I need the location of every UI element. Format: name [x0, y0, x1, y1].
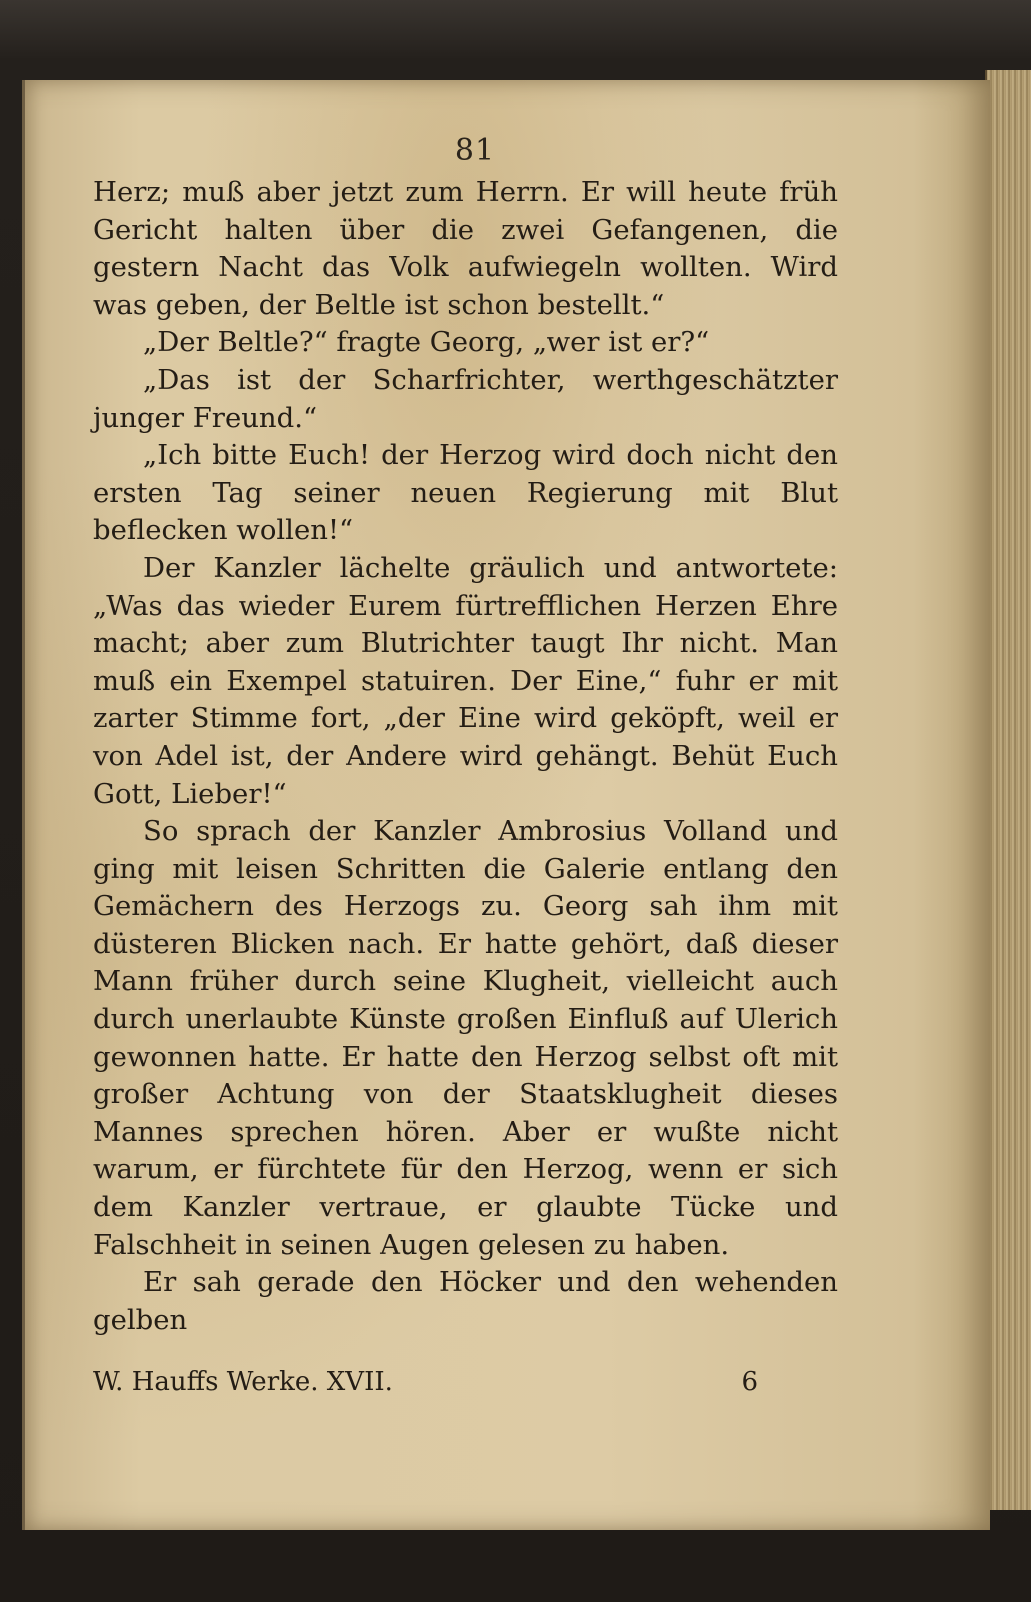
- body-text: [93, 174, 838, 1339]
- page-number: 81: [454, 133, 496, 168]
- paragraph: „Ich bitte Euch! der Herzog wird doch nicht den ersten Tag seiner neuen Regierung mit Blut beflecken wollen!“: [93, 439, 838, 547]
- sheet-number: 6: [741, 1367, 758, 1397]
- paragraph: „Das ist der Scharfrichter, werthgeschätzter junger Freund.“: [93, 363, 838, 434]
- signature-line: W. Hauffs Werke. XVII.: [93, 1367, 393, 1397]
- page-footer: [93, 1367, 838, 1403]
- paragraph: Herz; muß aber jetzt zum Herrn. Er will heute früh Gericht halten über die zwei Gefangenen, die gestern Nacht das Volk aufwiegeln wollten. Wird was geben, der Beltle ist schon bestellt.“: [93, 176, 838, 321]
- paragraph: Er sah gerade den Höcker und den wehenden gelben: [93, 1266, 838, 1336]
- paragraph: Der Kanzler lächelte gräulich und antwortete: „Was das wieder Eurem fürtrefflichen Herzen Ehre macht; aber zum Blutrichter taugt Ihr nicht. Man muß ein Exempel statuiren. Der Eine,“ fuhr er mit zarter Stimme fort, „der Eine wird geköpft, weil er von Adel ist, der Andere wird gehängt. Behüt Euch Gott, Lieber!“: [93, 551, 838, 810]
- paragraph: „Der Beltle?“ fragte Georg, „wer ist er?“: [143, 326, 710, 359]
- book-page: [22, 80, 990, 1530]
- page-edges: [985, 70, 1031, 1510]
- paragraph: So sprach der Kanzler Ambrosius Volland und ging mit leisen Schritten die Galerie entlang den Gemächern des Herzogs zu. Georg sah ihm mit düsteren Blicken nach. Er hatte gehört, daß dieser Mann früher durch seine Klugheit, vielleicht auch durch unerlaubte Künste großen Einfluß auf Ulerich gewonnen hatte. Er hatte den Herzog selbst oft mit großer Achtung von der Staatsklugheit dieses Mannes sprechen hören. Aber er wußte nicht warum, er fürchtete für den Herzog, wenn er sich dem Kanzler vertraue, er glaubte Tücke und Falschheit in seinen Augen gelesen zu haben.: [93, 815, 838, 1261]
